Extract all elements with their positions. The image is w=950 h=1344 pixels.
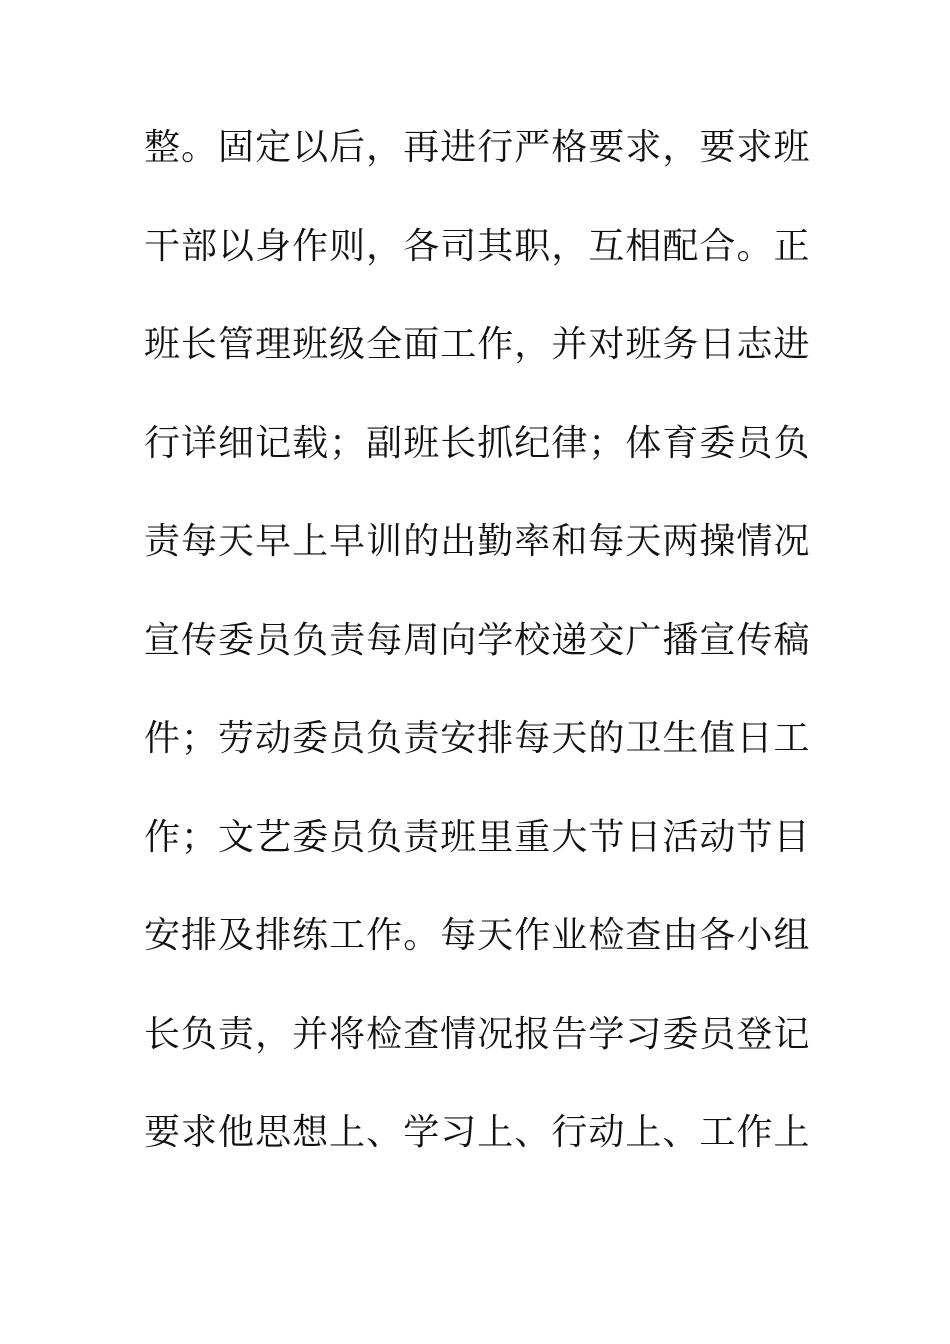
text-line: 安排及排练工作。每天作业检查由各小组: [144, 915, 810, 956]
body-paragraph: [144, 118, 810, 1202]
text-line: 要求他思想上、学习上、行动上、工作上: [144, 1112, 810, 1153]
text-line: 整。固定以后，再进行严格要求，要求班: [144, 127, 810, 168]
text-line: 件；劳动委员负责安排每天的卫生值日工: [144, 718, 810, 759]
text-line: 长负责，并将检查情况报告学习委员登记: [144, 1013, 810, 1055]
text-line: 责每天早上早训的出勤率和每天两操情况: [144, 521, 810, 562]
text-line: 干部以身作则，各司其职，互相配合。正: [144, 225, 810, 267]
text-line: 班长管理班级全面工作，并对班务日志进: [144, 324, 810, 365]
text-line: 宣传委员负责每周向学校递交广播宣传稿: [144, 619, 810, 661]
text-line: 作；文艺委员负责班里重大节日活动节目: [144, 816, 810, 858]
text-line: 行详细记载；副班长抓纪律；体育委员负: [144, 422, 810, 464]
